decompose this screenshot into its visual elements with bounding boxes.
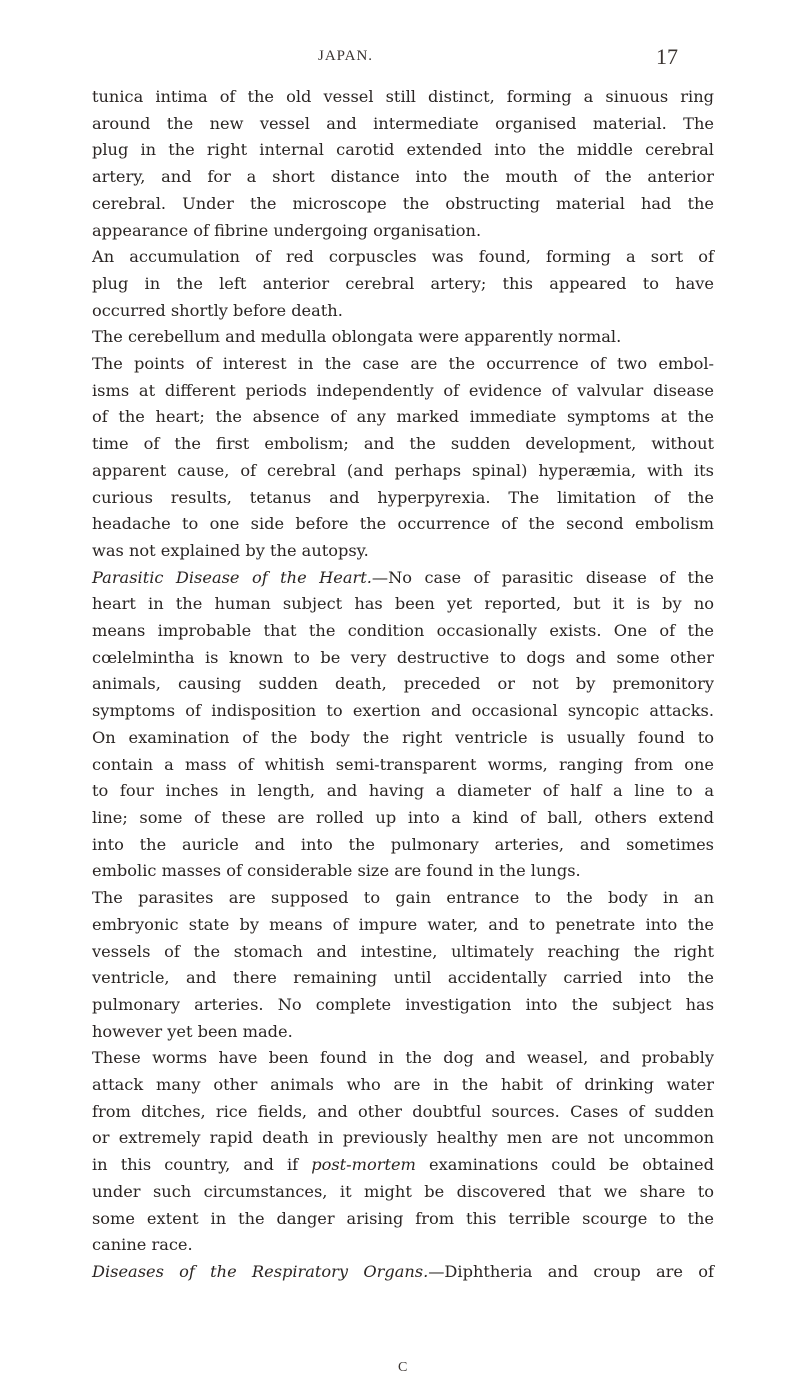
- text-line: [92, 485, 714, 512]
- text-line: [92, 84, 714, 111]
- text-line: [92, 511, 714, 538]
- text-line: [92, 137, 714, 164]
- text-line: [92, 431, 714, 458]
- text-line: [92, 324, 714, 351]
- text-line: [92, 1125, 714, 1152]
- text-line: [92, 244, 714, 271]
- text-line: [92, 885, 714, 912]
- text-line-content: cœlelmintha is known to be very destructive to dogs and some other: [92, 647, 714, 667]
- text-line: [92, 298, 714, 325]
- text-line-content: attack many other animals who are in the habit of drinking water: [92, 1075, 714, 1095]
- text-line-content: vessels of the stomach and intestine, ultimately reaching the right: [92, 941, 714, 961]
- text-line: [92, 858, 714, 885]
- text-line-content: however yet been made.: [92, 1021, 293, 1041]
- text-line-content: was not explained by the autopsy.: [92, 540, 369, 560]
- text-line: [92, 645, 714, 672]
- text-line: [92, 218, 714, 245]
- text-line-content: occurred shortly before death.: [92, 300, 343, 320]
- text-line-content: cerebral. Under the microscope the obstructing material had the: [92, 193, 714, 213]
- text-line: [92, 1206, 714, 1233]
- text-line: [92, 698, 714, 725]
- text-line: [92, 458, 714, 485]
- text-line: [92, 1259, 714, 1286]
- page-number: 17: [656, 44, 678, 69]
- text-line: [92, 912, 714, 939]
- text-line: [92, 805, 714, 832]
- text-line-content: or extremely rapid death in previously healthy men are not uncommon: [92, 1128, 714, 1148]
- text-line: [92, 538, 714, 565]
- text-line-content: animals, causing sudden death, preceded or not by premonitory: [92, 674, 714, 694]
- text-line: [92, 965, 714, 992]
- text-line-content: contain a mass of whitish semi-transparent worms, ranging from one: [92, 754, 714, 774]
- text-line: [92, 191, 714, 218]
- text-line-content: curious results, tetanus and hyperpyrexia. The limitation of the: [92, 487, 714, 507]
- text-line-content: ventricle, and there remaining until accidentally carried into the: [92, 968, 714, 988]
- text-line: [92, 618, 714, 645]
- text-line: [92, 832, 714, 859]
- text-line: [92, 1019, 714, 1046]
- text-line-content: plug in the left anterior cerebral artery; this appeared to have: [92, 273, 714, 293]
- text-line: [92, 1099, 714, 1126]
- text-line: [92, 378, 714, 405]
- text-line: [92, 725, 714, 752]
- text-line: [92, 1179, 714, 1206]
- text-line-content: plug in the right internal carotid extended into the middle cerebral: [92, 140, 714, 160]
- text-line-content: The parasites are supposed to gain entrance to the body in an: [92, 888, 714, 908]
- text-line: [92, 992, 714, 1019]
- text-line: [92, 939, 714, 966]
- text-line-content: under such circumstances, it might be discovered that we share to: [92, 1181, 714, 1201]
- text-line: [92, 591, 714, 618]
- text-line: [92, 164, 714, 191]
- text-line-content: from ditches, rice fields, and other doubtful sources. Cases of sudden: [92, 1101, 714, 1121]
- text-line-content: time of the first embolism; and the sudden development, without: [92, 434, 714, 454]
- text-line-content: isms at different periods independently of evidence of valvular disease: [92, 380, 714, 400]
- text-line-content: —No case of parasitic disease of the: [371, 567, 714, 587]
- text-line: [92, 671, 714, 698]
- italic-phrase: Parasitic Disease of the Heart.: [92, 567, 372, 587]
- text-line-content: These worms have been found in the dog and weasel, and probably: [92, 1048, 714, 1068]
- text-line: [92, 752, 714, 779]
- text-line-content: canine race.: [92, 1235, 193, 1255]
- text-line-content: tunica intima of the old vessel still distinct, forming a sinuous ring: [92, 87, 714, 106]
- text-line: [92, 351, 714, 378]
- text-line: [92, 1232, 714, 1259]
- text-line-content: The points of interest in the case are the occurrence of two embol-: [92, 354, 714, 374]
- text-line-content: embolic masses of considerable size are found in the lungs.: [92, 861, 581, 881]
- text-line-content: examinations could be obtained: [415, 1155, 714, 1175]
- text-line: [92, 1045, 714, 1072]
- text-line-content: The cerebellum and medulla oblongata were apparently normal.: [92, 327, 622, 347]
- text-line-content: —Diphtheria and croup are of: [428, 1261, 714, 1281]
- text-line-content: artery, and for a short distance into the mouth of the anterior: [92, 167, 714, 187]
- text-line: [92, 1152, 714, 1179]
- text-line-content: some extent in the danger arising from this terrible scourge to the: [92, 1208, 714, 1228]
- text-line-content: On examination of the body the right ventricle is usually found to: [92, 727, 714, 747]
- text-line-content: to four inches in length, and having a diameter of half a line to a: [92, 781, 714, 801]
- text-line-content: appearance of fibrine undergoing organisation.: [92, 220, 482, 240]
- text-line: [92, 111, 714, 138]
- text-line-content: headache to one side before the occurrence of the second embolism: [92, 514, 714, 534]
- text-line-lead: in this country, and if: [92, 1155, 312, 1175]
- running-head-title: JAPAN.: [318, 48, 374, 64]
- text-line-content: embryonic state by means of impure water, and to penetrate into the: [92, 914, 714, 934]
- text-line-content: around the new vessel and intermediate organised material. The: [92, 113, 714, 133]
- signature-mark: C: [398, 1360, 408, 1375]
- text-line-content: An accumulation of red corpuscles was found, forming a sort of: [92, 247, 714, 267]
- text-line: [92, 404, 714, 431]
- text-line: [92, 271, 714, 298]
- text-line-content: symptoms of indisposition to exertion and occasional syncopic attacks.: [92, 701, 714, 721]
- body-text: [92, 84, 714, 1286]
- text-line: [92, 565, 714, 592]
- text-line: [92, 1072, 714, 1099]
- text-line-content: of the heart; the absence of any marked immediate symptoms at the: [92, 407, 714, 427]
- text-line-content: apparent cause, of cerebral (and perhaps spinal) hyperæmia, with its: [92, 460, 714, 480]
- text-line: [92, 778, 714, 805]
- italic-phrase: post-mortem: [311, 1155, 416, 1175]
- text-line-content: line; some of these are rolled up into a kind of ball, others extend: [92, 807, 714, 827]
- italic-phrase: Diseases of the Respiratory Organs.: [92, 1261, 429, 1281]
- text-line-content: heart in the human subject has been yet reported, but it is by no: [92, 594, 714, 614]
- text-line-content: pulmonary arteries. No complete investigation into the subject has: [92, 994, 714, 1014]
- text-line-content: into the auricle and into the pulmonary arteries, and sometimes: [92, 834, 714, 854]
- text-line-content: means improbable that the condition occasionally exists. One of the: [92, 621, 714, 641]
